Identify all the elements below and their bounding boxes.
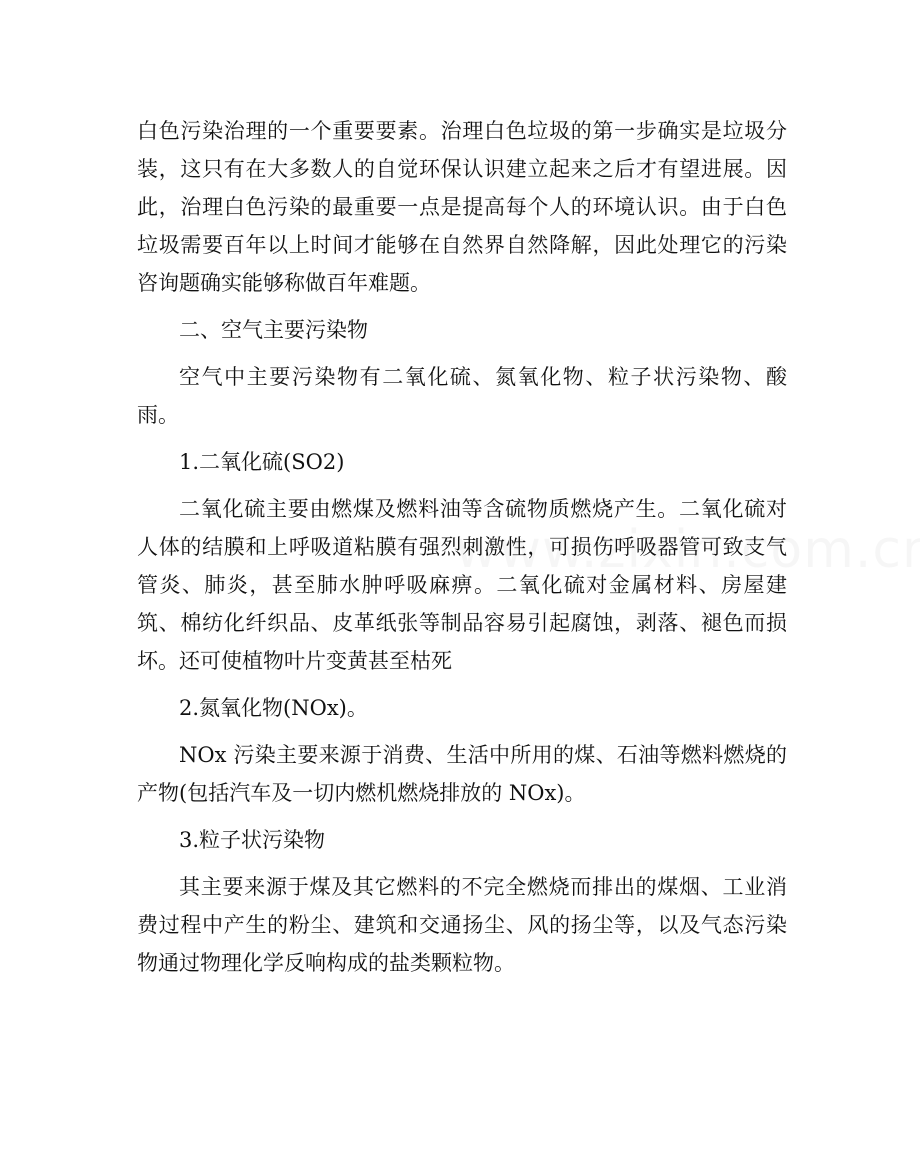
subheading-sulfur-dioxide: 1.二氧化硫(SO2) bbox=[179, 450, 345, 474]
paragraph-main-pollutants: 空气中主要污染物有二氧化硫、氮氧化物、粒子状污染物、酸雨。 bbox=[137, 365, 787, 427]
paragraph-particulate-pollutants: 其主要来源于煤及其它燃料的不完全燃烧而排出的煤烟、工业消费过程中产生的粉尘、建筑和交通扬尘、风的扬尘等，以及气态污染物通过物理化学反响构成的盐类颗粒物。 bbox=[137, 875, 787, 975]
paragraph-sulfur-dioxide: 二氧化硫主要由燃煤及燃料油等含硫物质燃烧产生。二氧化硫对人体的结膜和上呼吸道粘膜有强烈刺激性，可损伤呼吸器管可致支气管炎、肺炎，甚至肺水肿呼吸麻痹。二氧化硫对金属材料、房屋建筑、棉纺化纤织品、皮革纸张等制品容易引起腐蚀，剥落、褪色而损坏。还可使植物叶片变黄甚至枯死 bbox=[137, 497, 787, 673]
section-heading-air-pollutants: 二、空气主要污染物 bbox=[179, 318, 368, 342]
subheading-particulate-pollutants: 3.粒子状污染物 bbox=[179, 828, 326, 852]
paragraph-nitrogen-oxides: NOx 污染主要来源于消费、生活中所用的煤、石油等燃料燃烧的产物(包括汽车及一切内燃机燃烧排放的 NOx)。 bbox=[137, 743, 787, 805]
document-body bbox=[137, 112, 787, 991]
paragraph-white-pollution: 白色污染治理的一个重要要素。治理白色垃圾的第一步确实是垃圾分装，这只有在大多数人的自觉环保认识建立起来之后才有望进展。因此，治理白色污染的最重要一点是提高每个人的环境认识。由于白色垃圾需要百年以上时间才能够在自然界自然降解，因此处理它的污染咨询题确实能够称做百年难题。 bbox=[137, 119, 787, 295]
subheading-nitrogen-oxides: 2.氮氧化物(NOx)。 bbox=[179, 696, 368, 720]
